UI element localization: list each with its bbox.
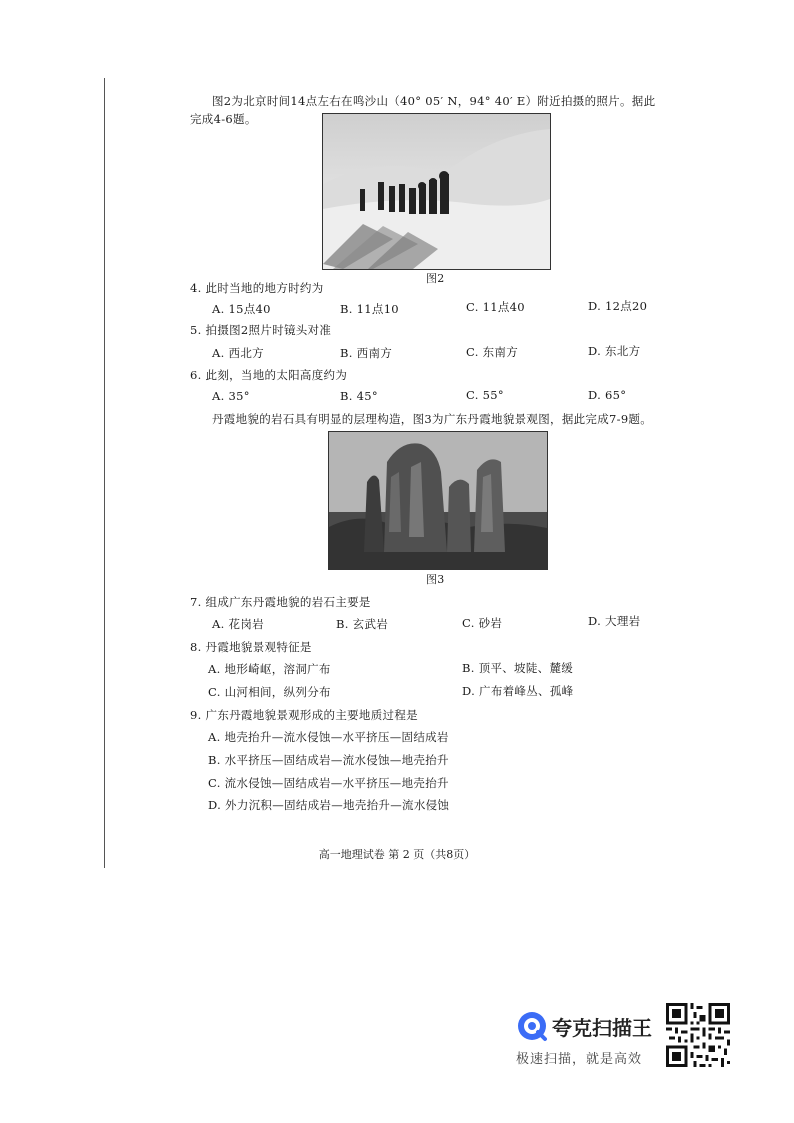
q5-option-c: C. 东南方 <box>466 345 518 359</box>
qr-code-icon <box>666 1003 730 1067</box>
q4-option-d: D. 12点20 <box>588 299 648 313</box>
q6-option-c: C. 55° <box>466 388 504 402</box>
brand-slogan: 极速扫描，就是高效 <box>516 1052 643 1067</box>
q5-option-a: A. 西北方 <box>212 346 264 360</box>
danxia-landform-photo <box>328 431 548 570</box>
q5-option-b: B. 西南方 <box>340 346 393 360</box>
brand-name: 夸克扫描王 <box>552 1016 652 1040</box>
q7-option-c: C. 砂岩 <box>462 616 503 630</box>
q5-option-d: D. 东北方 <box>588 344 641 358</box>
q9-option-c: C. 流水侵蚀—固结成岩—水平挤压—地壳抬升 <box>208 776 449 790</box>
q8-option-c: C. 山河相间，纵列分布 <box>208 685 331 699</box>
q9-option-a: A. 地壳抬升—流水侵蚀—水平挤压—固结成岩 <box>208 730 449 744</box>
fig2-caption: 图2 <box>426 272 445 285</box>
fig3-caption: 图3 <box>426 573 445 586</box>
q7-option-a: A. 花岗岩 <box>212 617 264 631</box>
q8-option-b: B. 顶平、坡陡、麓缓 <box>462 661 574 675</box>
q8-option-a: A. 地形崎岖，溶洞广布 <box>208 662 331 676</box>
q9-option-d: D. 外力沉积—固结成岩—地壳抬升—流水侵蚀 <box>208 798 450 812</box>
quark-logo-icon <box>516 1010 548 1042</box>
q4-option-c: C. 11点40 <box>466 300 525 314</box>
q4-stem: 4. 此时当地的地方时约为 <box>190 281 324 295</box>
q9-option-b: B. 水平挤压—固结成岩—流水侵蚀—地壳抬升 <box>208 753 449 767</box>
binding-margin-line <box>104 78 105 868</box>
q6-option-b: B. 45° <box>340 389 378 403</box>
q6-option-d: D. 65° <box>588 388 627 402</box>
q7-option-b: B. 玄武岩 <box>336 617 389 631</box>
q7-stem: 7. 组成广东丹霞地貌的岩石主要是 <box>190 595 371 609</box>
intro-fig2-line2: 完成4-6题。 <box>190 112 257 126</box>
q4-option-b: B. 11点10 <box>340 302 399 316</box>
q9-stem: 9. 广东丹霞地貌景观形成的主要地质过程是 <box>190 708 418 722</box>
page-footer: 高一地理试卷 第 2 页（共8页） <box>318 848 476 861</box>
desert-photo <box>322 113 551 270</box>
q8-stem: 8. 丹霞地貌景观特征是 <box>190 640 312 654</box>
q6-option-a: A. 35° <box>212 389 250 403</box>
q5-stem: 5. 拍摄图2照片时镜头对准 <box>190 323 332 337</box>
intro-fig3: 丹霞地貌的岩石具有明显的层理构造，图3为广东丹霞地貌景观图，据此完成7-9题。 <box>212 412 653 426</box>
intro-fig2-line1: 图2为北京时间14点左右在鸣沙山（40° 05′ N，94° 40′ E）附近拍摄的照片。据此 <box>212 94 656 108</box>
q6-stem: 6. 此刻，当地的太阳高度约为 <box>190 368 348 382</box>
q4-option-a: A. 15点40 <box>212 302 271 316</box>
q7-option-d: D. 大理岩 <box>588 614 641 628</box>
q8-option-d: D. 广布着峰丛、孤峰 <box>462 684 574 698</box>
